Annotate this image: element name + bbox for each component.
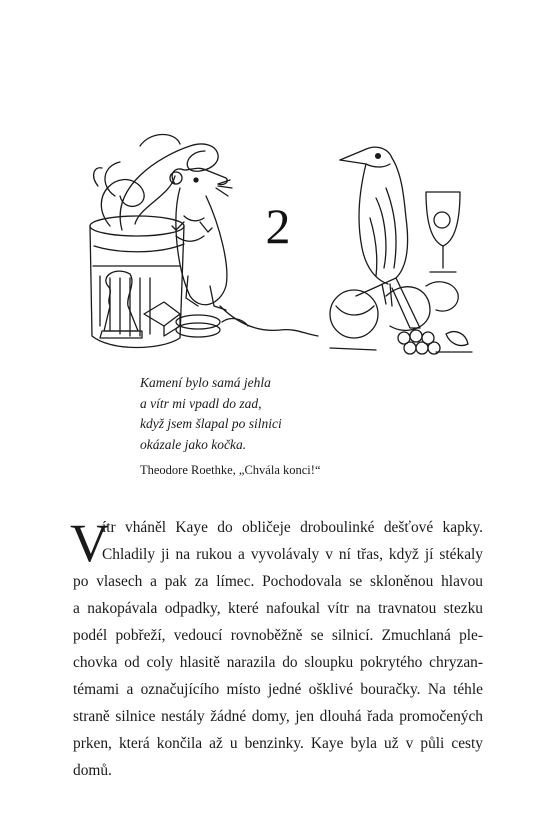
epigraph-line: Kamení bylo samá jehla xyxy=(140,375,271,390)
drop-cap: V xyxy=(70,513,109,573)
epigraph-line: okázale jako kočka. xyxy=(140,436,247,452)
crow-with-fruit-icon xyxy=(326,138,476,362)
body-line: straně silnice nestály žádné domy, jen dlouhá řada promočených xyxy=(73,708,483,725)
epigraph-line: když jsem šlapal po silnici xyxy=(140,416,282,431)
body-line: ítr vháněl Kaye do obličeje droboulinké dešťové kapky. xyxy=(102,519,483,536)
chapter-body xyxy=(70,513,483,784)
epigraph-attribution: Theodore Roethke, „Chvála konci!“ xyxy=(140,463,321,477)
body-line: Chladily ji na rukou a vyvolávaly v ní třas, když jí stékaly xyxy=(102,546,483,563)
body-line: podél pobřeží, vedoucí rovnoběžně se silnicí. Zmuchlaná ple- xyxy=(73,627,483,644)
epigraph xyxy=(140,373,440,478)
body-line: prken, která končila až u benzinky. Kaye byla už v půli cesty xyxy=(73,735,483,752)
body-line: a nakopávala odpadky, které nafoukal vítr na travnatou stezku xyxy=(73,600,483,617)
body-line: chovka od coly hlasitě narazila do sloupku pokrytého chryzan- xyxy=(73,654,483,671)
body-line: témami a označujícího místo jedné ošklivé bouračky. Na téhle xyxy=(73,681,483,698)
chapter-number: 2 xyxy=(265,198,291,254)
body-line: po vlasech a pak za límec. Pochodovala se skloněnou hlavou xyxy=(73,573,483,590)
body-line: domů. xyxy=(73,762,112,779)
epigraph-line: a vítr mi vpadl do zad, xyxy=(140,395,262,411)
